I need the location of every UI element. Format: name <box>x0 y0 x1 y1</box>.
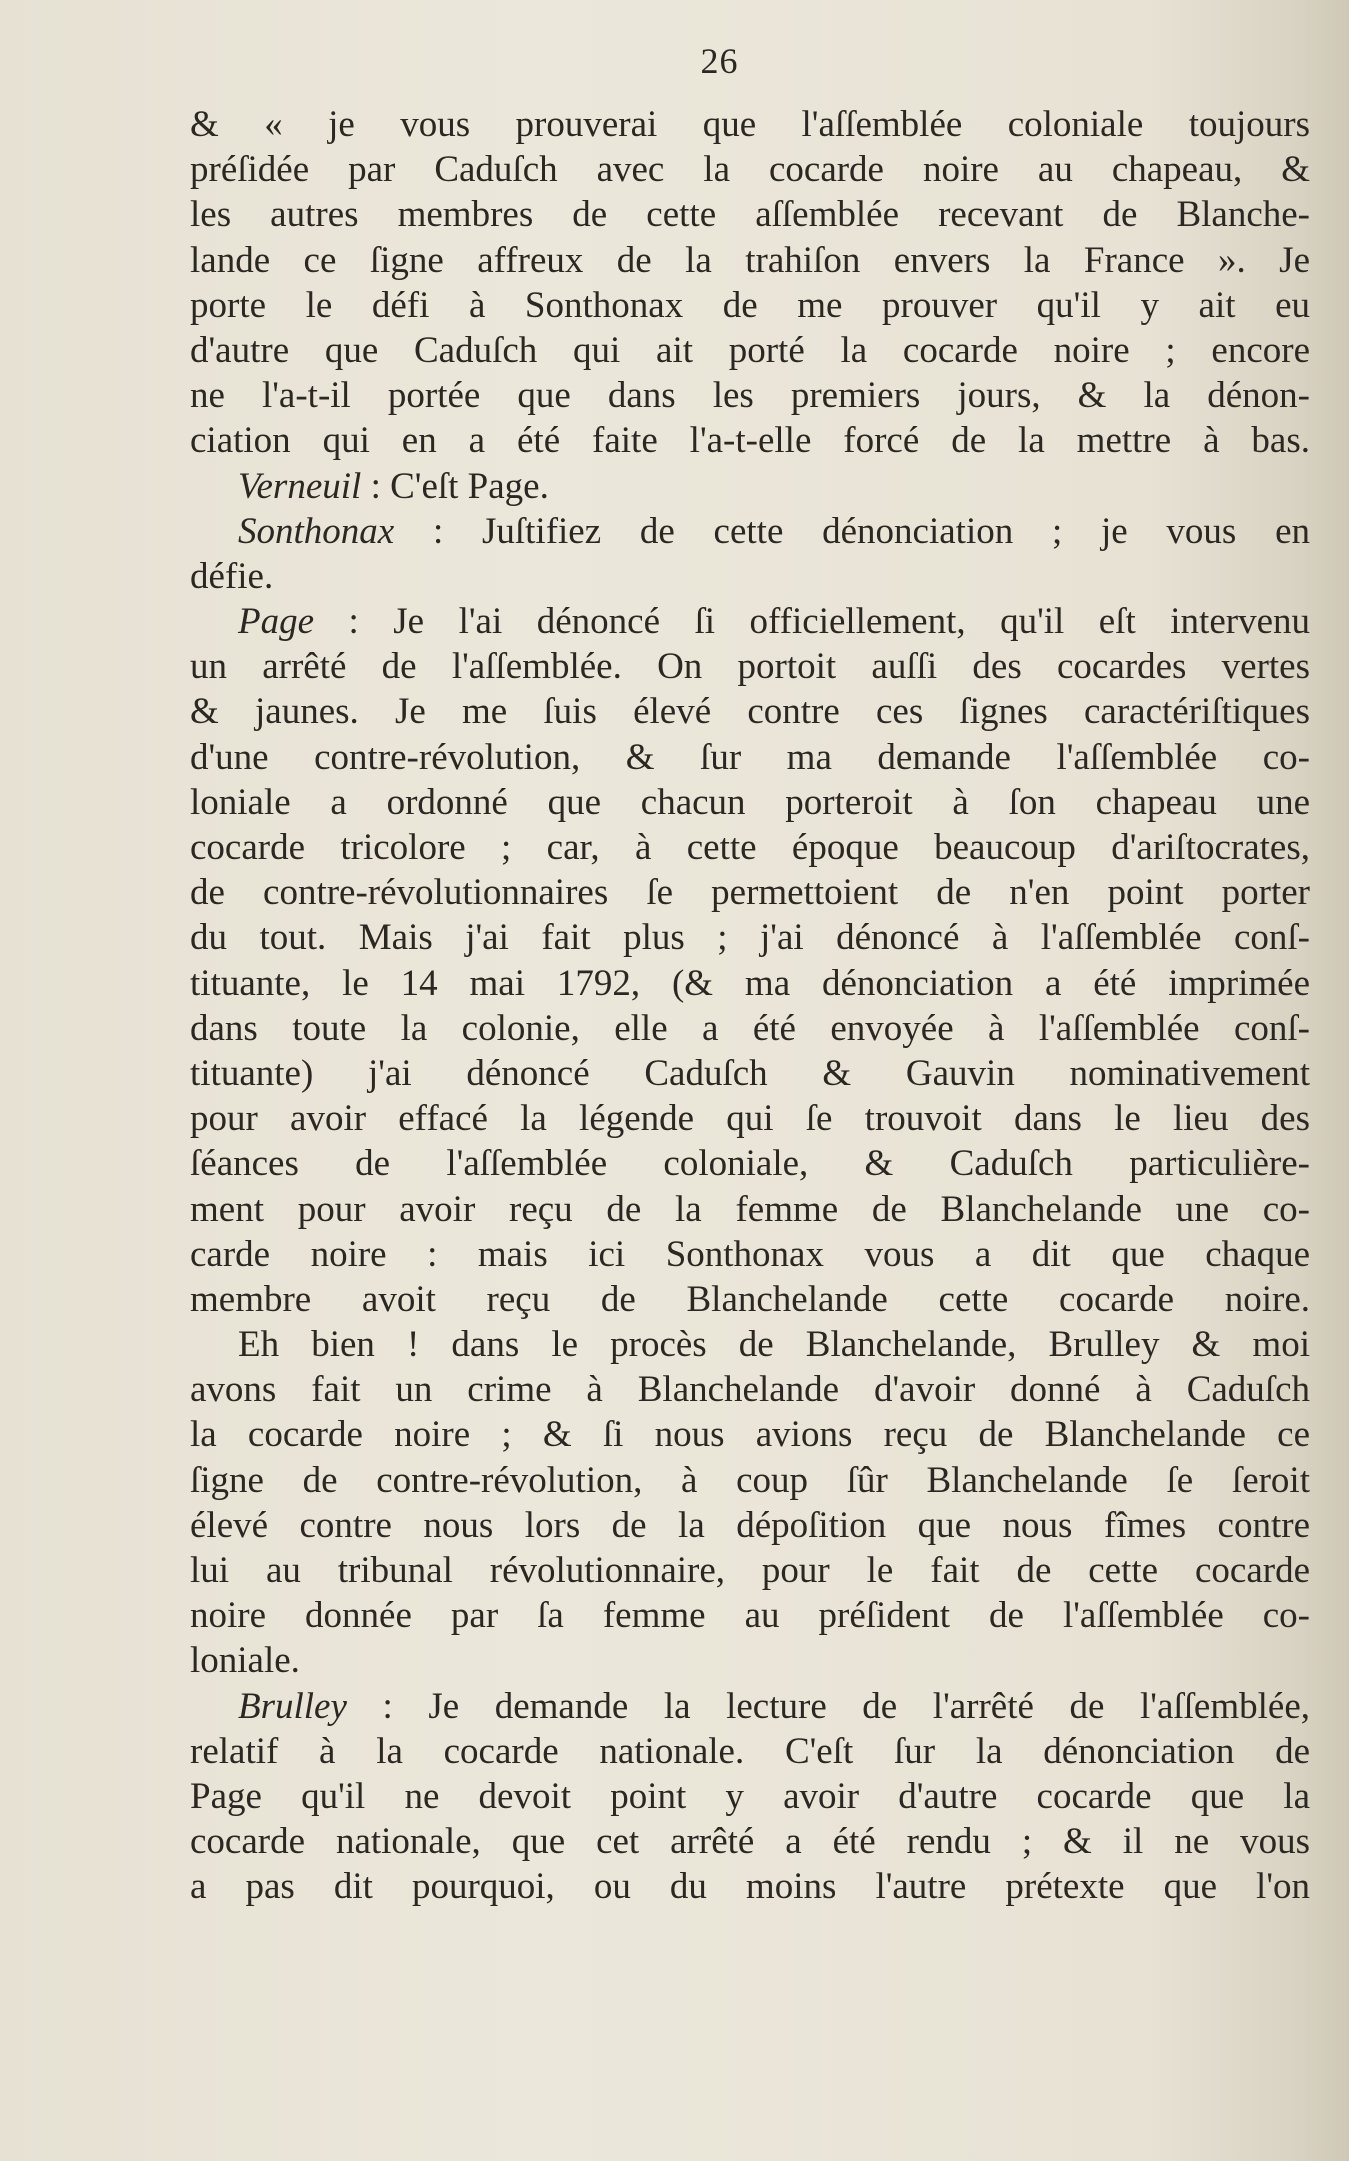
speaker-name: Sonthonax <box>238 510 395 552</box>
text-line <box>190 1458 1310 1503</box>
line-text: ne l'a-t-il portée que dans les premiers jours, & la dénon- <box>190 375 1310 417</box>
text-line <box>190 1684 1310 1729</box>
text-line <box>190 599 1310 644</box>
line-text: : Juſtifiez de cette dénonciation ; je vous en <box>394 510 1310 552</box>
text-line <box>190 825 1310 870</box>
line-text: de contre-révolutionnaires ſe permettoient de n'en point porter <box>190 872 1310 914</box>
line-text: un arrêté de l'aſſemblée. On portoit auſſi des cocardes vertes <box>190 646 1310 688</box>
line-text: lui au tribunal révolutionnaire, pour le fait de cette cocarde <box>190 1550 1310 1591</box>
line-text: membre avoit reçu de Blanchelande cette cocarde noire. <box>190 1278 1310 1320</box>
text-line <box>190 870 1310 915</box>
text-line <box>190 1864 1310 1909</box>
line-text: préſidée par Caduſch avec la cocarde noire au chapeau, & <box>190 149 1310 191</box>
line-text: & jaunes. Je me ſuis élevé contre ces ſignes caractériſtiques <box>190 691 1310 733</box>
page-number: 26 <box>700 41 739 81</box>
text-line <box>190 192 1310 237</box>
body-text <box>190 102 1310 1910</box>
line-text: pour avoir effacé la légende qui ſe trouvoit dans le lieu des <box>190 1098 1310 1140</box>
line-text: : Je demande la lecture de l'arrêté de l'aſſemblée, <box>346 1685 1310 1727</box>
line-text: porte le défi à Sonthonax de me prouver qu'il y ait eu <box>190 284 1310 326</box>
text-line <box>190 1096 1310 1141</box>
text-line <box>190 147 1310 192</box>
text-line <box>190 283 1310 328</box>
line-text: ſigne de contre-révolution, à coup ſûr Blanchelande ſe ſeroit <box>190 1459 1310 1501</box>
text-line <box>190 328 1310 373</box>
line-text: loniale. <box>190 1640 300 1682</box>
text-line <box>190 1593 1310 1638</box>
line-text: ciation qui en a été faite l'a-t-elle forcé de la mettre à bas. <box>190 420 1310 462</box>
line-text: cocarde tricolore ; car, à cette époque beaucoup d'ariſtocrates, <box>190 827 1310 868</box>
text-line <box>190 1548 1310 1593</box>
text-line <box>190 1503 1310 1548</box>
text-line <box>190 689 1310 734</box>
text-line <box>190 373 1310 418</box>
line-text: ſéances de l'aſſemblée coloniale, & Caduſch particulière- <box>190 1143 1310 1185</box>
text-line <box>190 1774 1310 1819</box>
text-line <box>190 464 1310 509</box>
line-text: avons fait un crime à Blanchelande d'avoir donné à Caduſch <box>190 1369 1310 1411</box>
line-text: Eh bien ! dans le procès de Blanchelande, Brulley & moi <box>238 1324 1310 1366</box>
text-line <box>190 915 1310 960</box>
line-text: : C'eſt Page. <box>361 465 549 507</box>
line-text: du tout. Mais j'ai fait plus ; j'ai dénoncé à l'aſſemblée conſ- <box>190 917 1310 959</box>
line-text: & « je vous prouverai que l'aſſemblée coloniale toujours <box>190 104 1310 145</box>
line-text: Page qu'il ne devoit point y avoir d'autre cocarde que la <box>190 1775 1310 1817</box>
line-text: carde noire : mais ici Sonthonax vous a dit que chaque <box>190 1233 1310 1275</box>
text-line <box>190 1051 1310 1096</box>
text-line <box>190 418 1310 463</box>
line-text: défie. <box>190 555 274 597</box>
speaker-name: Brulley <box>238 1685 347 1727</box>
text-line <box>190 1141 1310 1186</box>
line-text: noire donnée par ſa femme au préſident de l'aſſemblée co- <box>190 1595 1310 1637</box>
text-line <box>190 1006 1310 1051</box>
text-line <box>190 735 1310 780</box>
line-text: relatif à la cocarde nationale. C'eſt ſur la dénonciation de <box>190 1730 1310 1772</box>
text-line <box>190 1367 1310 1412</box>
line-text: la cocarde noire ; & ſi nous avions reçu de Blanchelande ce <box>190 1414 1310 1456</box>
text-line <box>190 961 1310 1006</box>
text-line <box>190 1232 1310 1277</box>
line-text: d'autre que Caduſch qui ait porté la cocarde noire ; encore <box>190 329 1310 371</box>
line-text: dans toute la colonie, elle a été envoyée à l'aſſemblée conſ- <box>190 1007 1310 1049</box>
text-line <box>190 1412 1310 1457</box>
line-text: lande ce ſigne affreux de la trahiſon envers la France ». Je <box>190 239 1310 281</box>
text-line <box>190 780 1310 825</box>
text-line <box>190 1187 1310 1232</box>
text-line <box>190 1729 1310 1774</box>
line-text: tituante, le 14 mai 1792, (& ma dénonciation a été imprimée <box>190 962 1310 1004</box>
text-line <box>190 238 1310 283</box>
line-text: élevé contre nous lors de la dépoſition que nous fîmes contre <box>190 1504 1310 1546</box>
text-line <box>190 1638 1310 1683</box>
text-line <box>190 102 1310 147</box>
line-text: cocarde nationale, que cet arrêté a été rendu ; & il ne vous <box>190 1821 1310 1863</box>
text-line <box>190 644 1310 689</box>
text-line <box>190 554 1310 599</box>
text-line <box>190 1277 1310 1322</box>
text-line <box>190 1819 1310 1864</box>
text-line <box>190 509 1310 554</box>
line-text: d'une contre-révolution, & ſur ma demande l'aſſemblée co- <box>190 736 1310 778</box>
line-text: tituante) j'ai dénoncé Caduſch & Gauvin nominativement <box>190 1052 1310 1094</box>
line-text: ment pour avoir reçu de la femme de Blanchelande une co- <box>190 1188 1310 1230</box>
text-line <box>190 1322 1310 1367</box>
line-text: loniale a ordonné que chacun porteroit à ſon chapeau une <box>190 781 1310 823</box>
line-text: les autres membres de cette aſſemblée recevant de Blanche- <box>190 194 1310 236</box>
line-text: a pas dit pourquoi, ou du moins l'autre prétexte que l'on <box>190 1866 1310 1908</box>
line-text: : Je l'ai dénoncé ſi officiellement, qu'il eſt intervenu <box>314 601 1310 643</box>
speaker-name: Page <box>238 601 315 643</box>
speaker-name: Verneuil <box>238 465 362 507</box>
